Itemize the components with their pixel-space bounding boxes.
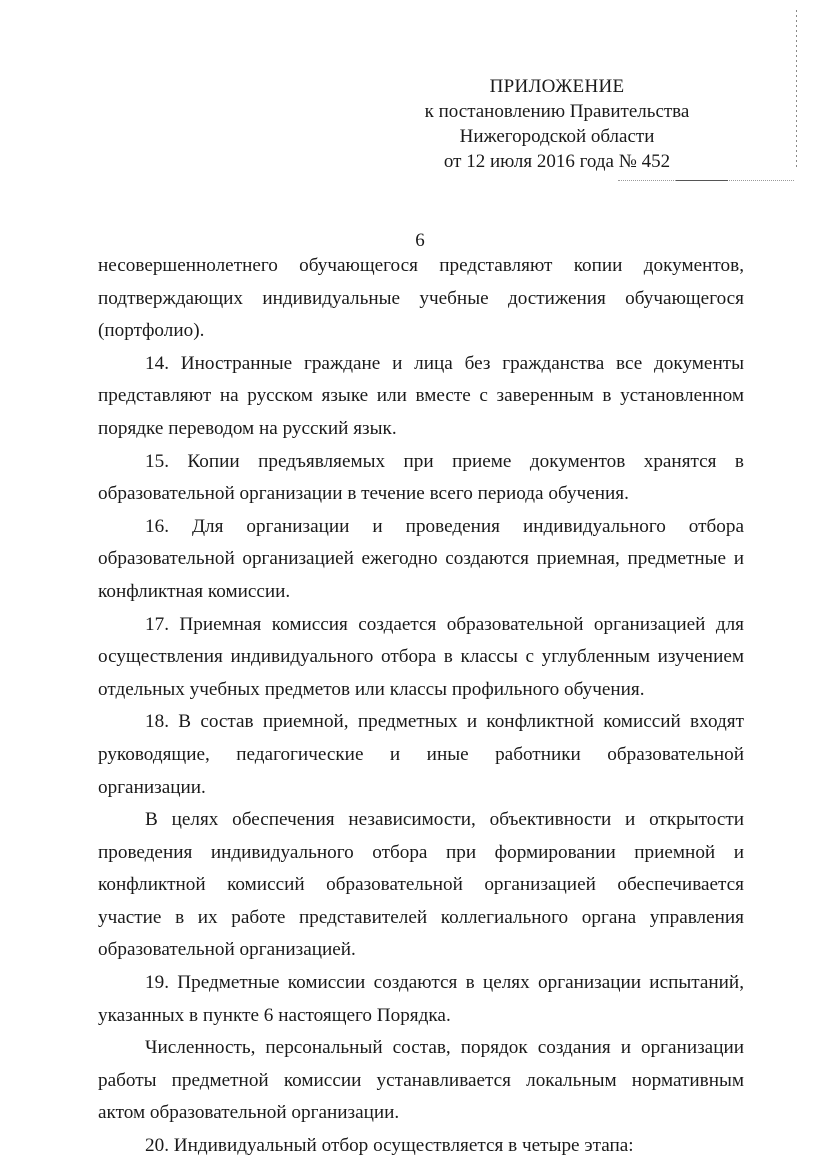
paragraph-18-continued: В целях обеспечения независимости, объективности и открытости проведения индивидуального отбора при формировании приемной и конфликтной комиссий образовательной организацией обеспечивается участие в их работе представителей коллегиального органа управления образовательной организацией.: [98, 809, 744, 961]
paragraph-14: 14. Иностранные граждане и лица без гражданства все документы представляют на русском языке или вместе с заверенным в установленном порядке переводом на русский язык.: [98, 352, 744, 439]
appendix-line-1: к постановлению Правительства: [424, 101, 690, 122]
paragraph-17: 17. Приемная комиссия создается образовательной организацией для осуществления индивидуального отбора в классы с углубленным изучением отдельных учебных предметов или классы профильного обучения.: [98, 613, 744, 700]
paragraph-18: 18. В состав приемной, предметных и конфликтной комиссий входят руководящие, педагогические и иные работники образовательной организации.: [98, 711, 744, 798]
paragraph-20: 20. Индивидуальный отбор осуществляется в четыре этапа:: [145, 1135, 634, 1157]
appendix-title: ПРИЛОЖЕНИЕ: [489, 76, 625, 97]
paragraph-19-continued: Численность, персональный состав, порядок создания и организации работы предметной комиссии устанавливается локальным нормативным актом образовательной организации.: [98, 1037, 744, 1124]
paragraph-15: 15. Копии предъявляемых при приеме документов хранятся в образовательной организации в течение всего периода обучения.: [98, 450, 744, 505]
document-body: [98, 250, 744, 1163]
page-number: 6: [415, 230, 425, 251]
paragraph-continuation: несовершеннолетнего обучающегося представляют копии документов, подтверждающих индивидуальные учебные достижения обучающегося (портфолио).: [98, 255, 744, 342]
paragraph-19: 19. Предметные комиссии создаются в целях организации испытаний, указанных в пункте 6 настоящего Порядка.: [98, 972, 744, 1026]
appendix-line-2: Нижегородской области: [459, 126, 655, 147]
appendix-header: [392, 74, 722, 174]
appendix-line-3: от 12 июля 2016 года № 452: [443, 151, 671, 172]
scan-underline: [676, 180, 728, 181]
scan-edge-artifact: [796, 10, 797, 170]
paragraph-16: 16. Для организации и проведения индивидуального отбора образовательной организацией ежегодно создаются приемная, предметные и конфликтная комиссии.: [98, 515, 744, 602]
